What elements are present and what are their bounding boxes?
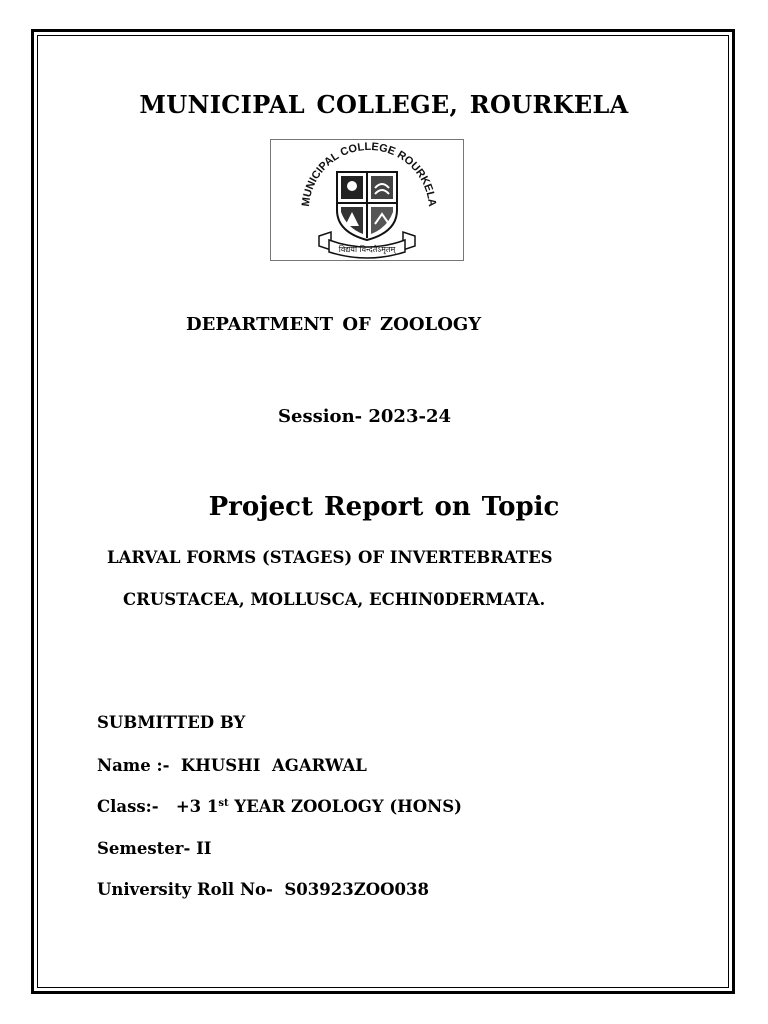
name-value: KHUSHI AGARWAL [180, 756, 367, 775]
semester-row [97, 839, 212, 858]
class-suffix: YEAR ZOOLOGY (HONS) [228, 797, 462, 816]
topic-line-2: CRUSTACEA, MOLLUSCA, ECHIN0DERMATA. [123, 590, 546, 609]
college-emblem-icon [271, 140, 463, 260]
class-prefix: +3 1 [175, 797, 219, 816]
name-label: Name :- [97, 756, 170, 775]
semester-value: II [196, 839, 212, 858]
project-heading: Project Report on Topic [208, 492, 560, 522]
college-title: MUNICIPAL COLLEGE, ROURKELA [139, 90, 629, 119]
roll-value: S03923ZOO038 [284, 880, 429, 899]
class-sup: st [218, 798, 229, 809]
semester-label: Semester- [97, 839, 191, 858]
name-row [97, 756, 367, 775]
class-label: Class:- [97, 797, 159, 816]
class-row [97, 797, 462, 816]
logo-motto: विद्यया विन्दतेऽमृतम् [338, 245, 396, 254]
logo-arc-text: MUNICIPAL COLLEGE ROURKELA [299, 140, 438, 208]
session-label: Session- 2023-24 [278, 406, 452, 427]
department-heading: DEPARTMENT OF ZOOLOGY [186, 314, 482, 335]
submitted-by-heading: SUBMITTED BY [97, 713, 246, 732]
college-logo [270, 139, 464, 261]
topic-line-1: LARVAL FORMS (STAGES) OF INVERTEBRATES [107, 548, 553, 567]
roll-label: University Roll No- [97, 880, 273, 899]
roll-row [97, 880, 429, 899]
